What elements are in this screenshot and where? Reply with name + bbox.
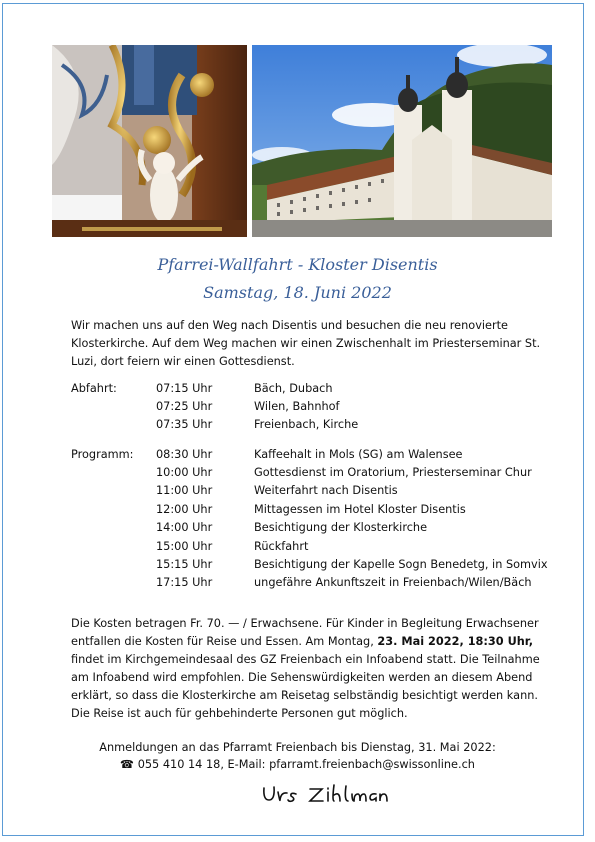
signature (260, 782, 390, 812)
departure-time: 07:25 Uhr (156, 400, 213, 413)
contact-text: 055 410 14 18, E-Mail: pfarramt.freienbach@swissonline.ch (137, 758, 475, 771)
pilgrimage-title: Pfarrei-Wallfahrt - Kloster Disentis (157, 255, 438, 274)
costs-text: findet im Kirchgemeindesaal des GZ Freienbach ein Infoabend statt. Die Teilnahme am Infoabend wird empfohlen. Die Sehenswürdigkeiten werden an diesem Abend erklärt, so dass die Klosterkirche am Reisetag selbständig besichtigt werden kann. Die Reise ist auch für gehbehinderte Personen gut möglich. (71, 653, 540, 720)
kloster-disentis-photo (252, 45, 552, 237)
pilgrimage-date: Samstag, 18. Juni 2022 (203, 283, 392, 302)
telephone-icon: ☎ (120, 758, 135, 771)
program-time: 10:00 Uhr (156, 466, 213, 479)
departure-place: Freienbach, Kirche (254, 418, 359, 431)
infoabend-date: 23. Mai 2022, 18:30 Uhr, (377, 635, 533, 648)
program-item: Besichtigung der Klosterkirche (254, 521, 428, 534)
program-time: 17:15 Uhr (156, 576, 213, 589)
program-item: Mittagessen im Hotel Kloster Disentis (254, 503, 466, 516)
contact-line (0, 756, 595, 774)
costs-text: Die Kosten betragen Fr. 70. — / Erwachsene. Für Kinder in Begleitung Erwachsener entfallen die Kosten für Reise und Essen. Am Montag, (71, 617, 539, 648)
program-time: 14:00 Uhr (156, 521, 213, 534)
program-item: Gottesdienst im Oratorium, Priesterseminar Chur (254, 466, 532, 479)
departure-time: 07:35 Uhr (156, 418, 213, 431)
program-time: 11:00 Uhr (156, 484, 213, 497)
program-time: 12:00 Uhr (156, 503, 213, 516)
program-item: Kaffeehalt in Mols (SG) am Walensee (254, 448, 463, 461)
departure-time: 07:15 Uhr (156, 382, 213, 395)
program-item: Weiterfahrt nach Disentis (254, 484, 398, 497)
program-item: Besichtigung der Kapelle Sogn Benedetg, in Somvix (254, 558, 548, 571)
departure-place: Bäch, Dubach (254, 382, 333, 395)
program-item: Rückfahrt (254, 540, 309, 553)
registration-note: Anmeldungen an das Pfarramt Freienbach bis Dienstag, 31. Mai 2022: (99, 741, 496, 754)
intro-paragraph: Wir machen uns auf den Weg nach Disentis und besuchen die neu renovierte Klosterkirche. Auf dem Weg machen wir einen Zwischenhalt im Priesterseminar St. Luzi, dort feiern wir einen Gottesdienst. (71, 319, 541, 368)
program-item: ungefähre Ankunftszeit in Freienbach/Wilen/Bäch (254, 576, 532, 589)
program-time: 08:30 Uhr (156, 448, 213, 461)
organ-angel-photo (52, 45, 247, 237)
program-label: Programm: (71, 448, 134, 461)
program-time: 15:15 Uhr (156, 558, 213, 571)
costs-paragraph (71, 615, 546, 723)
departure-label: Abfahrt: (71, 382, 117, 395)
program-time: 15:00 Uhr (156, 540, 213, 553)
departure-place: Wilen, Bahnhof (254, 400, 340, 413)
